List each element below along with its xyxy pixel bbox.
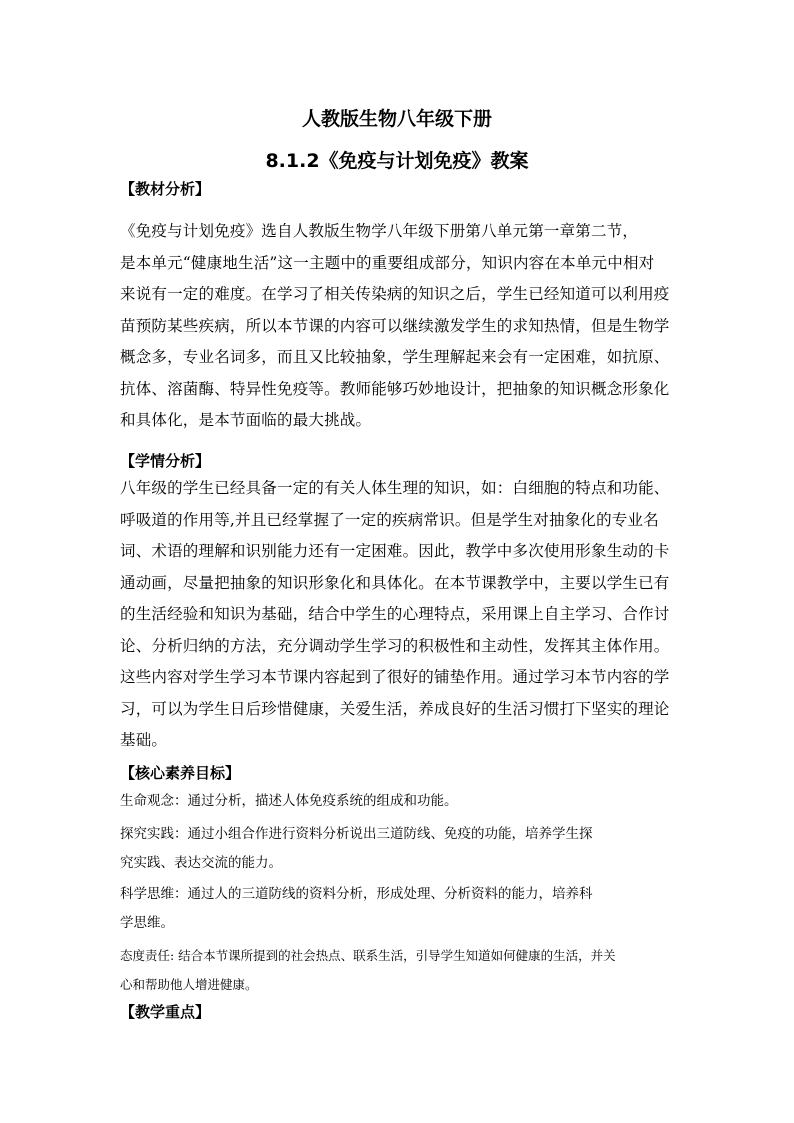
paragraph-line: 通动画，尽量把抽象的知识形象化和具体化。在本节课教学中，主要以学生已有: [120, 573, 670, 592]
goal-line: 科学思维：通过人的三道防线的资料分析，形成处理、分析资料的能力，培养科: [120, 886, 593, 902]
paragraph-line: 习，可以为学生日后珍惜健康，关爱生活，养成良好的生活习惯打下坚实的理论: [120, 699, 670, 718]
paragraph-line: 八年级的学生已经具备一定的有关人体生理的知识，如：白细胞的特点和功能、: [120, 479, 670, 497]
paragraph-line: 来说有一定的难度。在学习了相关传染病的知识之后，学生已经知道可以利用疫: [120, 285, 670, 303]
paragraph-line: 《免疫与计划免疫》选自人教版生物学八年级下册第八单元第一章第二节，: [120, 222, 639, 240]
paragraph-line: 的生活经验和知识为基础，结合中学生的心理特点，采用课上自主学习、合作讨: [120, 605, 670, 623]
section-heading-key-points: 【教学重点】: [120, 1003, 211, 1021]
paragraph-line: 词、术语的理解和识别能力还有一定困难。因此，教学中多次使用形象生动的卡: [120, 542, 670, 560]
paragraph-line: 概念多，专业名词多，而且又比较抽象，学生理解起来会有一定困难，如抗原、: [120, 348, 670, 366]
goal-line: 态度责任: 结合本节课所提到的社会热点、联系生活，引导学生知道如何健康的生活，并关: [120, 948, 616, 963]
section-heading-goals: 【核心素养目标】: [120, 764, 241, 782]
goal-item-attitude-responsibility: [120, 941, 678, 999]
goal-item-inquiry-practice: [120, 820, 678, 878]
paragraph-line: 呼吸道的作用等,并且已经掌握了一定的疾病常识。但是学生对抽象化的专业名: [120, 510, 659, 529]
goal-line: 心和帮助他人增进健康。: [120, 977, 258, 992]
document-title: 人教版生物八年级下册: [301, 108, 492, 130]
section-heading-textbook: 【教材分析】: [120, 180, 211, 198]
paragraph-line: 论、分析归纳的方法，充分调动学生学习的积极性和主动性，发挥其主体作用。: [120, 636, 670, 655]
section-heading-students: 【学情分析】: [120, 452, 211, 470]
paragraph-line: 苗预防某些疾病，所以本节课的内容可以继续激发学生的求知热情，但是生物学: [120, 316, 670, 335]
goal-item-scientific-thinking: [120, 880, 678, 938]
paragraph-line: 和具体化，是本节面临的最大挑战。: [120, 411, 372, 429]
goal-line: 探究实践：通过小组合作进行资料分析说出三道防线、免疫的功能，培养学生探: [120, 826, 593, 842]
textbook-analysis-paragraph: [120, 216, 678, 437]
goal-line: 生命观念：通过分析，描述人体免疫系统的组成和功能。: [120, 793, 458, 809]
paragraph-line: 基础。: [120, 731, 168, 749]
goal-line: 学思维。: [120, 915, 174, 931]
student-analysis-paragraph: [120, 473, 678, 757]
paragraph-line: 抗体、溶菌酶、特异性免疫等。教师能够巧妙地设计，把抽象的知识概念形象化: [120, 379, 670, 398]
goal-line: 究实践、表达交流的能力。: [120, 855, 282, 871]
paragraph-line: 是本单元“健康地生活”这一主题中的重要组成部分，知识内容在本单元中相对: [120, 253, 655, 272]
document-subtitle: 8.1.2《免疫与计划免疫》教案: [265, 150, 529, 172]
paragraph-line: 这些内容对学生学习本节课内容起到了很好的铺垫作用。通过学习本节内容的学: [120, 668, 670, 686]
goal-item-life-concept: [120, 787, 678, 816]
